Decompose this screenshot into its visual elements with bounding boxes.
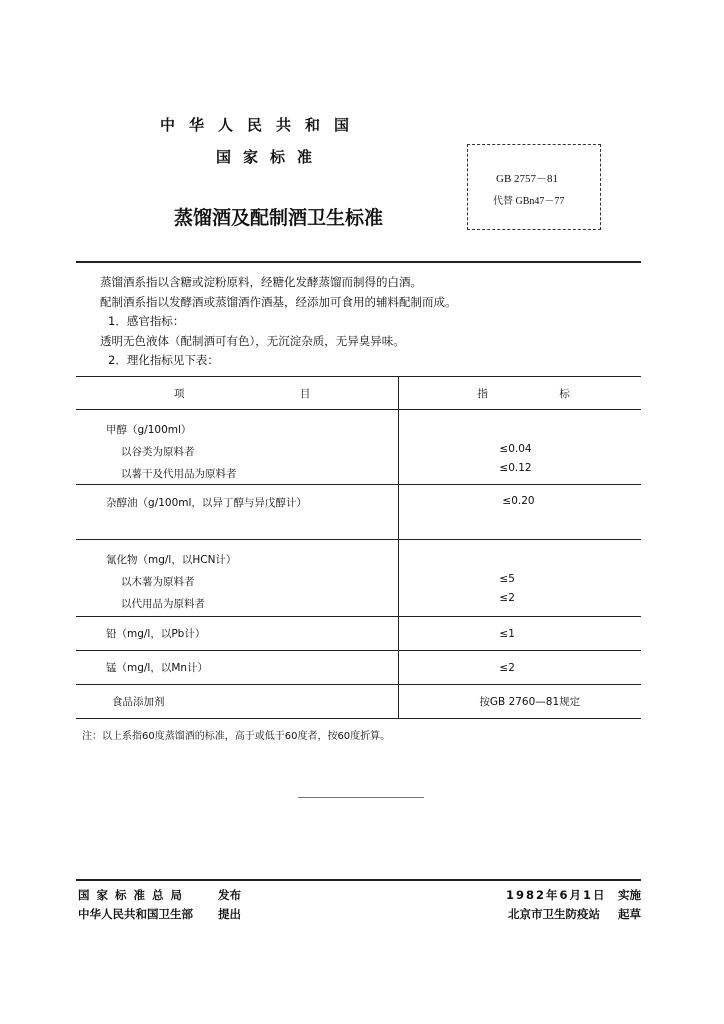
effective-date: 1982年6月1日 bbox=[506, 888, 607, 902]
row-food-additive-label: 食品添加剂 bbox=[112, 696, 165, 708]
row-cyanide-cassava-label: 以木薯为原料者 bbox=[121, 576, 195, 588]
paragraph-distilled-liquor: 蒸馏酒系指以含糖或淀粉原料，经糖化发酵蒸馏而制得的白酒。 bbox=[100, 275, 422, 289]
row-cyanide-label: 氰化物（mg/l，以HCN计） bbox=[106, 554, 237, 566]
row-food-additive-value: 按GB 2760—81规定 bbox=[479, 696, 581, 708]
header-divider bbox=[76, 261, 641, 263]
end-divider bbox=[298, 797, 424, 798]
table-row bbox=[76, 651, 641, 685]
table-row bbox=[76, 410, 641, 485]
footer-divider bbox=[76, 879, 641, 881]
country-name: 中华人民共和国 bbox=[160, 116, 364, 134]
standard-code: GB 2757－81 bbox=[496, 173, 559, 185]
physchem-heading: 2．理化指标见下表： bbox=[108, 353, 219, 367]
table-header-row bbox=[76, 377, 641, 410]
row-methanol-grain-value: ≤0.04 bbox=[499, 443, 532, 455]
header-index-1: 指 bbox=[477, 387, 488, 400]
row-cyanide-substitute-value: ≤2 bbox=[499, 592, 515, 604]
row-manganese-value: ≤2 bbox=[499, 661, 515, 674]
row-cyanide-substitute-label: 以代用品为原料者 bbox=[121, 598, 205, 610]
table-note: 注：以上系指60度蒸馏酒的标准，高于或低于60度者，按60度折算。 bbox=[82, 731, 391, 742]
document-title: 蒸馏酒及配制酒卫生标准 bbox=[174, 207, 384, 229]
row-cyanide-cassava-value: ≤5 bbox=[499, 573, 515, 585]
table-row bbox=[76, 685, 641, 719]
standards-table bbox=[76, 376, 641, 719]
row-methanol-substitute-value: ≤0.12 bbox=[499, 462, 532, 474]
effective-label: 实施 bbox=[618, 888, 641, 902]
standard-code-box bbox=[467, 144, 601, 230]
header-index-2: 标 bbox=[559, 387, 570, 400]
row-methanol-grain-label: 以谷类为原料者 bbox=[121, 446, 195, 458]
table-row bbox=[76, 617, 641, 651]
table-row bbox=[76, 485, 641, 540]
header-item-2: 目 bbox=[299, 387, 311, 400]
draft-label: 起草 bbox=[618, 907, 641, 921]
propose-label: 提出 bbox=[218, 907, 241, 921]
replaces-code: 代替 GBn47－77 bbox=[493, 196, 565, 207]
row-fusel-oil-label: 杂醇油（g/100ml，以异丁醇与异戊醇计） bbox=[106, 497, 307, 509]
sensory-heading: 1．感官指标： bbox=[108, 314, 185, 328]
row-methanol-label: 甲醇（g/100ml） bbox=[106, 424, 192, 436]
issuer-name: 国家标准总局 bbox=[78, 888, 189, 902]
header-item-1: 项 bbox=[174, 387, 185, 400]
row-lead-value: ≤1 bbox=[499, 627, 515, 640]
paragraph-mixed-liquor: 配制酒系指以发酵酒或蒸馏酒作酒基，经添加可食用的辅料配制而成。 bbox=[100, 295, 457, 309]
drafter-name: 北京市卫生防疫站 bbox=[508, 907, 600, 921]
issue-label: 发布 bbox=[218, 888, 241, 902]
row-manganese-label: 锰（mg/l，以Mn计） bbox=[106, 662, 209, 674]
standard-type: 国家标准 bbox=[216, 148, 325, 166]
row-methanol-substitute-label: 以薯干及代用品为原料者 bbox=[121, 468, 237, 480]
sensory-text: 透明无色液体（配制酒可有色），无沉淀杂质，无异臭异味。 bbox=[100, 334, 405, 348]
proposer-name: 中华人民共和国卫生部 bbox=[78, 907, 193, 921]
table-row bbox=[76, 540, 641, 617]
row-fusel-oil-value: ≤0.20 bbox=[502, 495, 535, 507]
row-lead-label: 铅（mg/l，以Pb计） bbox=[106, 628, 206, 640]
